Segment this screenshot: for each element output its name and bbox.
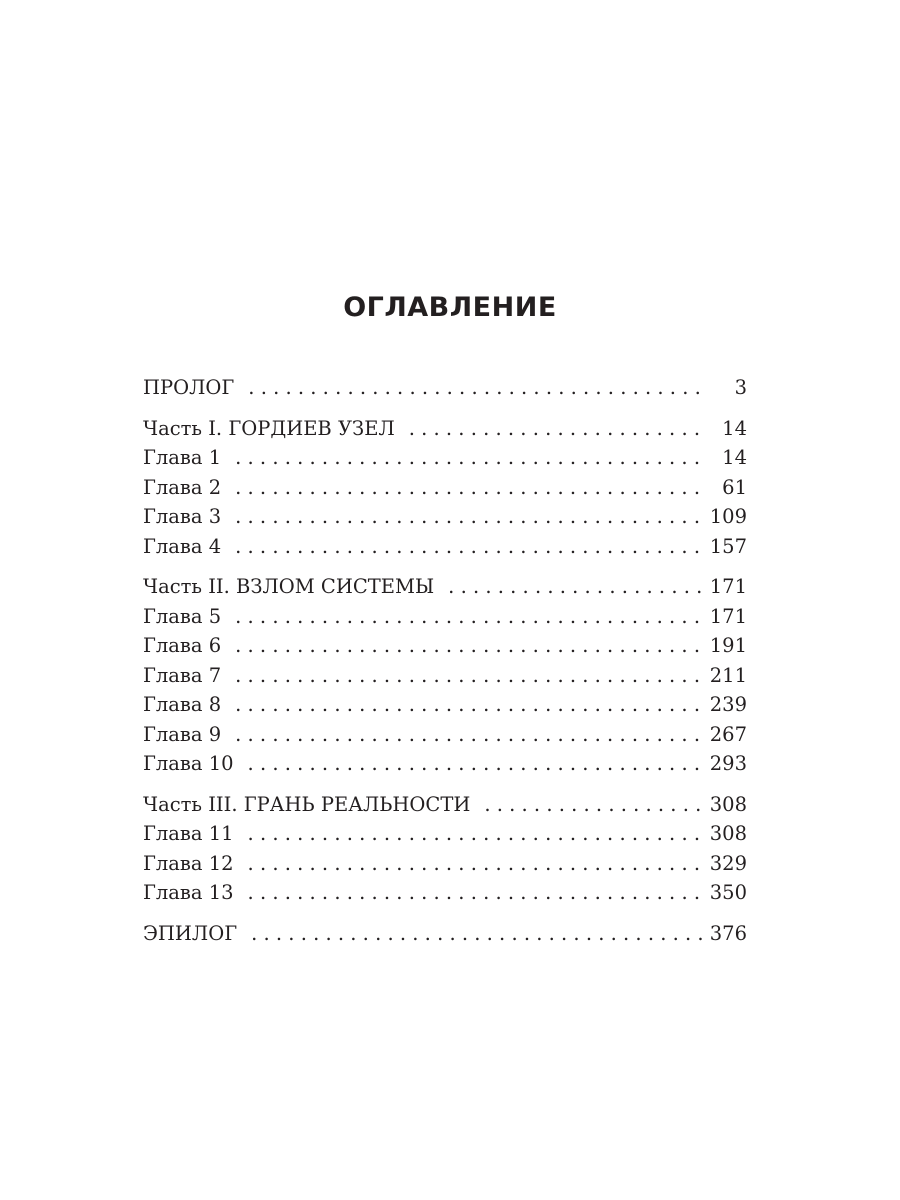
dot-leader [235,720,703,750]
dot-leader [235,473,703,503]
toc-entry [143,819,747,849]
toc-entry-page-number: 293 [709,752,747,775]
toc-group [143,414,747,562]
toc-entry-page-number: 191 [709,634,747,657]
toc-entry-label: Глава 5 [143,604,222,628]
toc-entry [143,414,747,444]
toc-entry-label: Глава 11 [143,822,234,845]
toc-entry-label: ЭПИЛОГ [143,921,238,945]
toc-entry-page-number: 211 [709,663,747,687]
toc-entry-page-number: 171 [709,575,747,598]
toc-entry-page-number: 171 [709,604,747,628]
toc-entry-label: Глава 12 [143,851,234,875]
toc-entry-label: Глава 7 [143,663,222,687]
toc-entry-page-number: 109 [709,505,747,528]
dot-leader [248,373,703,403]
dot-leader [409,414,703,444]
page-title: ОГЛАВЛЕНИЕ [343,292,557,323]
toc-entry-label: Глава 13 [143,881,234,904]
toc-entry-page-number: 267 [709,722,747,746]
dot-leader [235,502,703,532]
toc-entry-page-number: 376 [709,921,747,945]
dot-leader [448,572,703,602]
toc-entry [143,631,747,661]
dot-leader [235,443,703,473]
toc-entry [143,661,747,691]
toc-entry-page-number: 308 [709,822,747,845]
toc-entry-page-number: 157 [709,534,747,558]
toc-entry-label: Глава 1 [143,446,222,469]
toc-entry-label: Глава 2 [143,475,222,499]
toc-entry [143,749,747,779]
toc-entry-page-number: 308 [709,792,747,816]
toc-entry [143,878,747,908]
toc-entry-page-number: 61 [722,475,747,499]
toc-entry [143,919,747,949]
toc-entry-label: Глава 6 [143,634,222,657]
dot-leader [235,661,703,691]
toc-group [143,373,747,403]
toc-entry-page-number: 239 [709,693,747,716]
toc-entry-label: Глава 10 [143,752,234,775]
toc-entry [143,443,747,473]
dot-leader [484,790,703,820]
toc-entry [143,373,747,403]
toc-group [143,572,747,779]
toc-group [143,919,747,949]
toc-entry-label: Часть I. ГОРДИЕВ УЗЕЛ [143,416,395,440]
dot-leader [248,878,703,908]
dot-leader [248,819,703,849]
toc-entry-label: Глава 3 [143,505,222,528]
toc-entry [143,849,747,879]
toc-entry-label: Часть II. ВЗЛОМ СИСТЕМЫ [143,575,435,598]
toc-entry-label: Глава 8 [143,693,222,716]
dot-leader [248,749,703,779]
dot-leader [248,849,703,879]
toc-group [143,790,747,908]
toc-entry-page-number: 14 [722,416,747,440]
toc-entry [143,532,747,562]
toc-entry [143,790,747,820]
toc-entry-page-number: 350 [709,881,747,904]
dot-leader [235,532,703,562]
toc-entry-page-number: 329 [709,851,747,875]
dot-leader [235,631,703,661]
toc-entry [143,720,747,750]
table-of-contents [143,373,747,959]
toc-entry [143,572,747,602]
toc-entry-page-number: 14 [722,446,747,469]
toc-entry [143,602,747,632]
dot-leader [235,602,703,632]
toc-entry-page-number: 3 [734,376,747,399]
dot-leader [235,690,703,720]
toc-entry [143,690,747,720]
toc-entry [143,502,747,532]
toc-entry-label: ПРОЛОГ [143,376,235,399]
toc-entry [143,473,747,503]
toc-entry-label: Глава 4 [143,534,222,558]
toc-entry-label: Часть III. ГРАНЬ РЕАЛЬНОСТИ [143,792,471,816]
dot-leader [251,919,703,949]
toc-entry-label: Глава 9 [143,722,222,746]
